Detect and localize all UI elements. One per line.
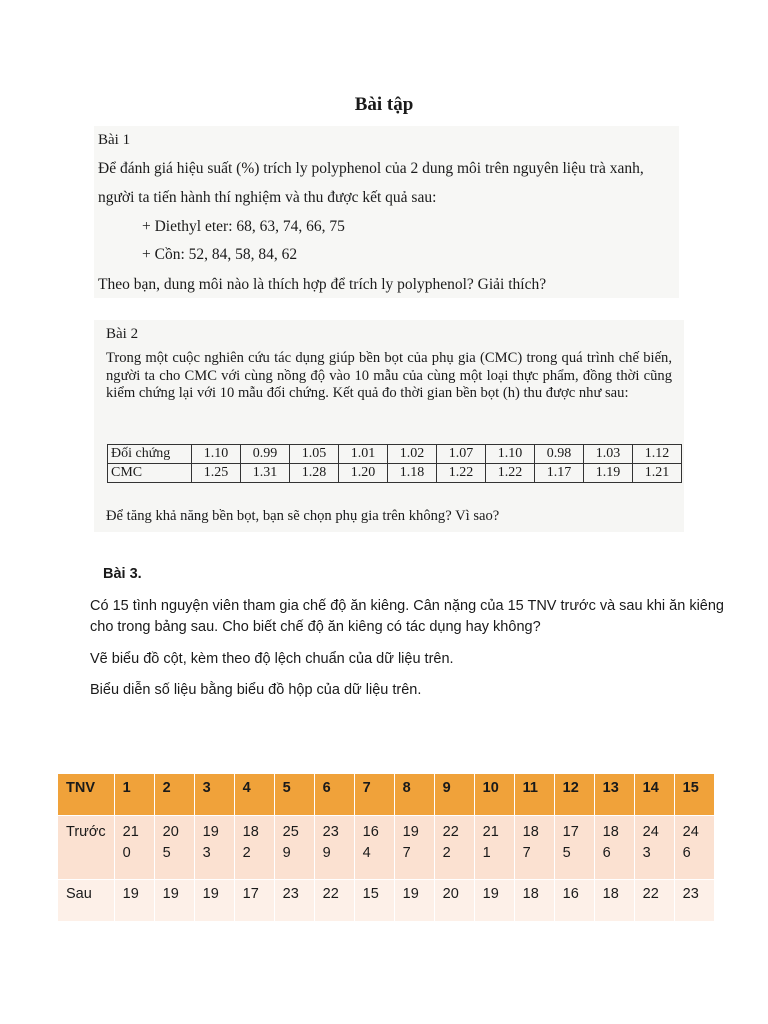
tnv-table-cell: 19 [395,880,435,922]
bai3-task-bar-chart: Vẽ biểu đồ cột, kèm theo độ lệch chuẩn của dữ liệu trên. [90,651,454,667]
bai3-paragraph: Có 15 tình nguyện viên tham gia chế độ ăn kiêng. Cân nặng của 15 TNV trước và sau khi ăn kiêng cho trong bảng sau. Cho biết chế độ ăn kiêng có tác dụng hay không? [90,598,724,635]
tnv-table-cell: 239 [315,816,355,880]
tnv-table-cell: 6 [315,774,355,816]
tnv-table-cell: 19 [155,880,195,922]
bai3-task-box-plot: Biểu diễn số liệu bằng biểu đồ hộp của dữ liệu trên. [90,682,422,698]
tnv-table-cell: 15 [675,774,715,816]
tnv-table-cell: 2 [155,774,195,816]
bai2-table-cell: 1.18 [388,464,437,483]
bai2-table-cell: 1.03 [584,445,633,464]
tnv-table-cell: 4 [235,774,275,816]
bai2-table-cell: 1.22 [437,464,486,483]
tnv-table-cell: 193 [195,816,235,880]
bai1-line: người ta tiến hành thí nghiệm và thu được kết quả sau: [98,189,437,206]
tnv-table-cell: 205 [155,816,195,880]
bai2-table-cell: 1.25 [192,464,241,483]
bai2-table-cell: 1.17 [535,464,584,483]
bai2-table-cell: 1.20 [339,464,388,483]
tnv-table-cell: 1 [115,774,155,816]
tnv-table-cell: 7 [355,774,395,816]
tnv-table-cell: 19 [475,880,515,922]
tnv-table-cell: 19 [115,880,155,922]
tnv-table-cell: 9 [435,774,475,816]
bai1-data-con: + Cồn: 52, 84, 58, 84, 62 [142,246,298,263]
bai1-heading: Bài 1 [98,132,131,148]
bai2-row-label: CMC [108,464,192,483]
tnv-row-label: Trước [58,816,115,880]
bai2-table-row [108,445,682,464]
tnv-header-row [58,774,715,816]
tnv-table-cell: 210 [115,816,155,880]
page-title: Bài tập [354,94,414,115]
tnv-table-cell: 10 [475,774,515,816]
tnv-table-cell: 12 [555,774,595,816]
tnv-after-row [58,880,715,922]
tnv-table-cell: 222 [435,816,475,880]
tnv-table-cell: 20 [435,880,475,922]
bai3-heading: Bài 3. [103,566,142,582]
tnv-table-cell: 16 [555,880,595,922]
bai1-line: Để đánh giá hiệu suất (%) trích ly polyphenol của 2 dung môi trên nguyên liệu trà xanh, [98,160,644,177]
tnv-table-cell: 182 [235,816,275,880]
bai2-table [107,444,682,483]
bai2-paragraph: Trong một cuộc nghiên cứu tác dụng giúp bền bọt của phụ gia (CMC) trong quá trình chế biến, người ta cho CMC với cùng nồng độ vào 10 mẫu của cùng một loại thực phẩm, đồng thời cũng kiểm chứng lại với 10 mẫu đối chứng. Kết quả đo thời gian bền bọt (h) thu được như sau: [106,350,672,401]
bai2-table-cell: 1.12 [633,445,682,464]
tnv-table-cell: 187 [515,816,555,880]
tnv-row-label: Sau [58,880,115,922]
tnv-row-label: TNV [58,774,115,816]
tnv-table-cell: 15 [355,880,395,922]
tnv-table-cell: 17 [235,880,275,922]
bai2-table-cell: 1.01 [339,445,388,464]
bai2-table-cell: 0.98 [535,445,584,464]
tnv-table-cell: 164 [355,816,395,880]
tnv-table [58,774,715,922]
tnv-table-cell: 3 [195,774,235,816]
bai2-table-cell: 1.02 [388,445,437,464]
tnv-table-cell: 11 [515,774,555,816]
tnv-table-cell: 23 [275,880,315,922]
bai2-heading: Bài 2 [106,326,139,342]
bai2-table-cell: 1.28 [290,464,339,483]
tnv-table-cell: 22 [315,880,355,922]
tnv-table-cell: 243 [635,816,675,880]
tnv-table-cell: 175 [555,816,595,880]
bai1-question: Theo bạn, dung môi nào là thích hợp để trích ly polyphenol? Giải thích? [98,276,547,293]
bai2-table-cell: 1.10 [192,445,241,464]
tnv-table-cell: 18 [595,880,635,922]
tnv-table-cell: 18 [515,880,555,922]
bai2-table-cell: 1.10 [486,445,535,464]
tnv-table-cell: 19 [195,880,235,922]
bai2-table-row [108,464,682,483]
bai1-data-diethyl: + Diethyl eter: 68, 63, 74, 66, 75 [142,218,345,235]
tnv-table-cell: 246 [675,816,715,880]
tnv-table-cell: 259 [275,816,315,880]
bai1-scan-block [94,126,679,298]
tnv-table-cell: 13 [595,774,635,816]
bai2-question: Để tăng khả năng bền bọt, bạn sẽ chọn phụ gia trên không? Vì sao? [106,508,500,524]
tnv-table-cell: 23 [675,880,715,922]
tnv-table-cell: 186 [595,816,635,880]
tnv-table-cell: 14 [635,774,675,816]
tnv-table-cell: 22 [635,880,675,922]
tnv-table-cell: 5 [275,774,315,816]
tnv-table-cell: 211 [475,816,515,880]
tnv-table-cell: 197 [395,816,435,880]
bai2-table-cell: 0.99 [241,445,290,464]
bai2-table-cell: 1.19 [584,464,633,483]
bai2-table-cell: 1.21 [633,464,682,483]
bai2-table-cell: 1.05 [290,445,339,464]
tnv-before-row [58,816,715,880]
bai2-row-label: Đối chứng [108,445,192,464]
tnv-table-cell: 8 [395,774,435,816]
bai2-table-cell: 1.31 [241,464,290,483]
bai2-table-cell: 1.22 [486,464,535,483]
bai2-table-cell: 1.07 [437,445,486,464]
